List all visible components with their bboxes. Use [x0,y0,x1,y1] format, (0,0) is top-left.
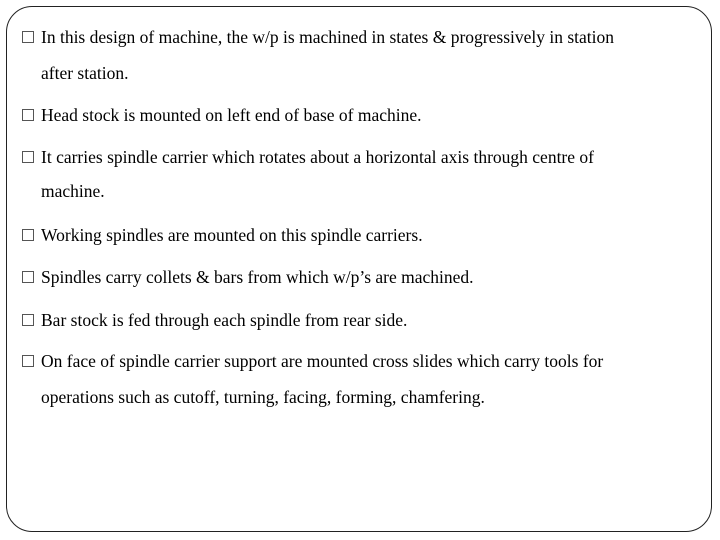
bullet-text-line: Working spindles are mounted on this spindle carriers. [41,225,423,245]
bullet-text-line: It carries spindle carrier which rotates about a horizontal axis through centre of [41,147,594,167]
bullet-text-line: Bar stock is fed through each spindle from rear side. [41,310,408,330]
checkbox-bullet-icon [22,109,34,121]
checkbox-bullet-icon [22,31,34,43]
bullet-text-continuation: operations such as cutoff, turning, facing, forming, chamfering. [41,387,485,407]
checkbox-bullet-icon [22,355,34,367]
checkbox-bullet-icon [22,151,34,163]
checkbox-bullet-icon [22,229,34,241]
bullet-text-line: In this design of machine, the w/p is machined in states & progressively in station [41,27,615,47]
checkbox-bullet-icon [22,314,34,326]
bullet-text-continuation: after station. [41,63,129,83]
bullet-text-line: On face of spindle carrier support are mounted cross slides which carry tools for [41,351,604,371]
bullet-text-line: Head stock is mounted on left end of base of machine. [41,105,422,125]
bullet-text-line: Spindles carry collets & bars from which w/p’s are machined. [41,267,474,287]
checkbox-bullet-icon [22,271,34,283]
bullet-text-continuation: machine. [41,181,105,201]
